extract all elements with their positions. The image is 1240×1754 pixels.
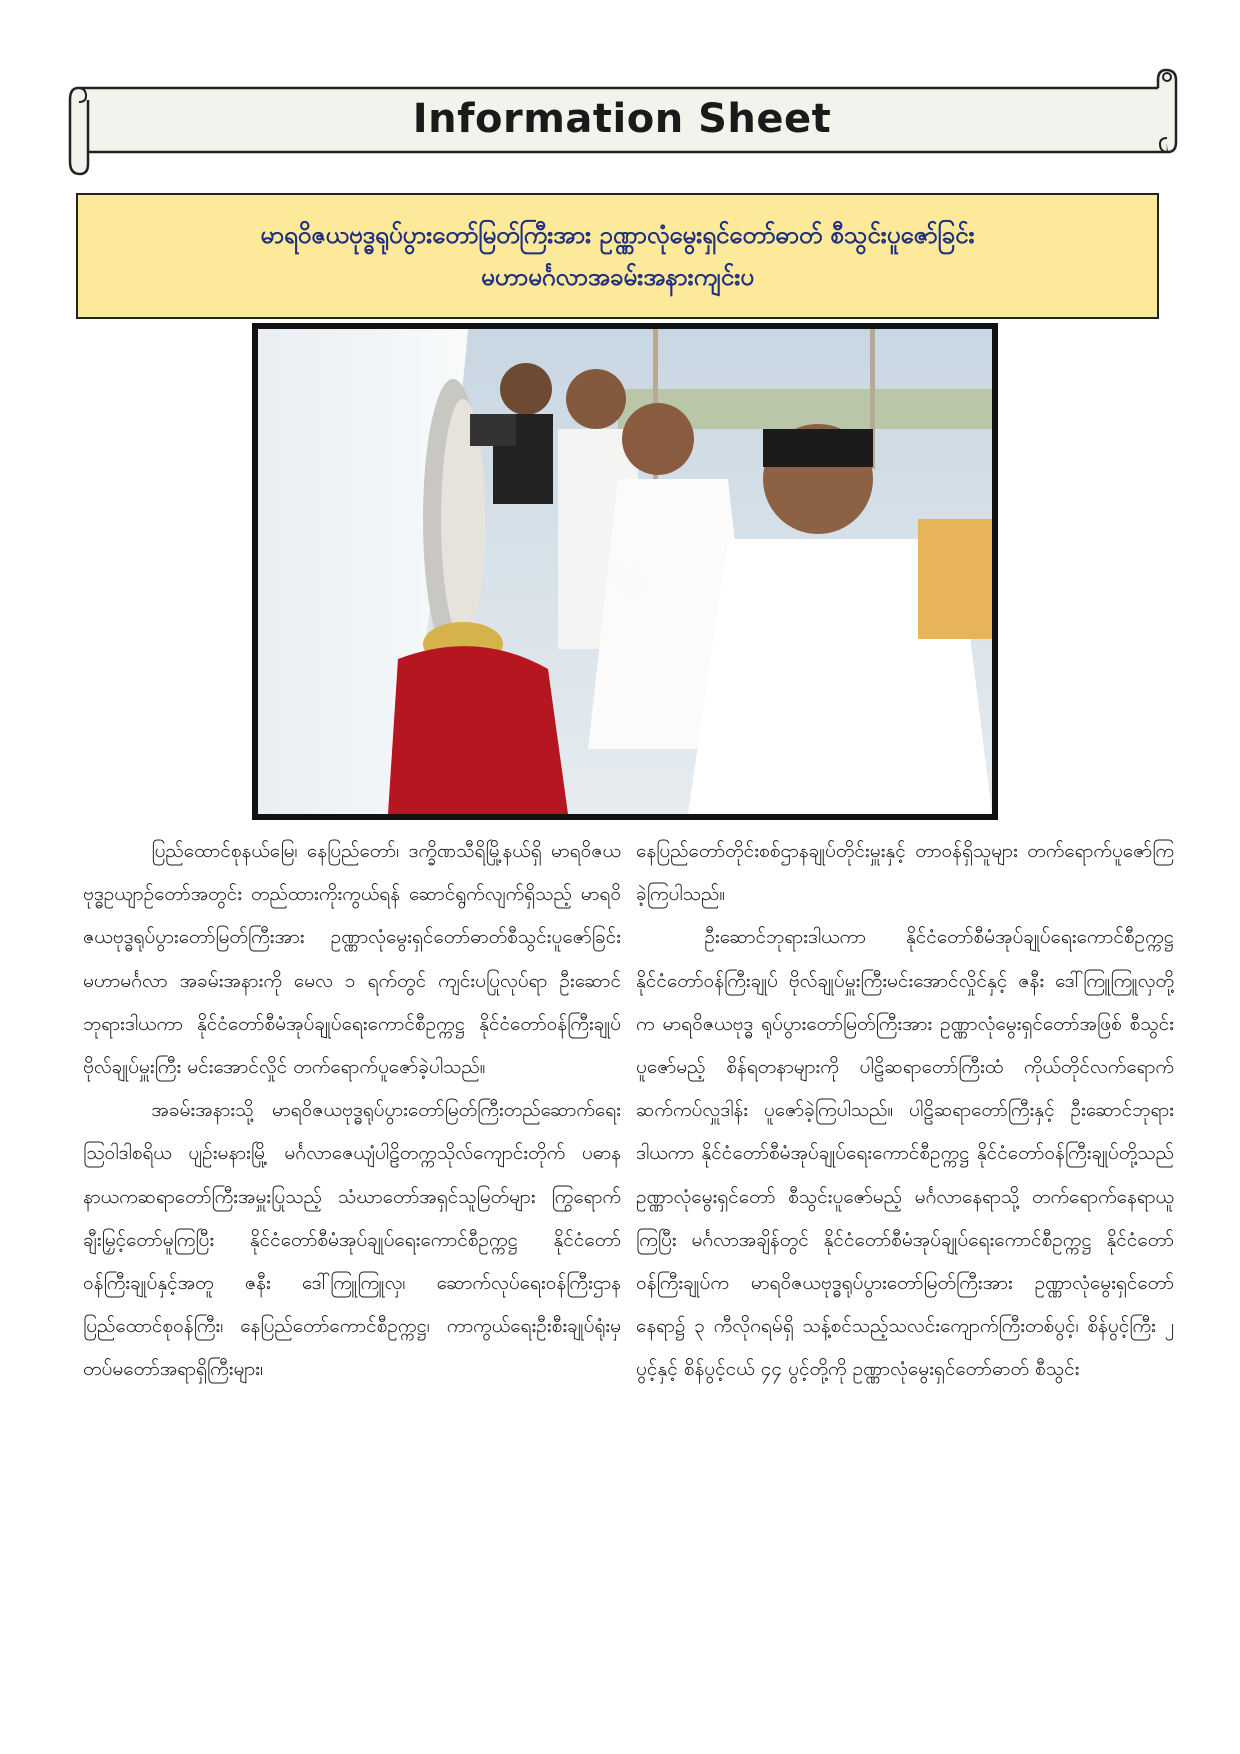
article-column-right xyxy=(636,830,1174,1730)
headline-line-2: မဟာမင်္ဂလာအခမ်းအနားကျင်းပ xyxy=(481,263,754,291)
page-title: Information Sheet xyxy=(412,96,832,142)
ceremony-photo xyxy=(252,323,998,820)
paragraph: ဦးဆောင်ဘုရားဒါယကာ နိုင်ငံတော်စီမံအုပ်ချုပ်ရေးကောင်စီဥက္ကဋ္ဌ နိုင်ငံတော်ဝန်ကြီးချုပ် ဗိုလ်ချုပ်မှူးကြီးမင်းအောင်လှိုင်နှင့် ဇနီး ဒေါ်ကြူကြူလှတို့က မာရဝိဇယဗုဒ္ဓ ရုပ်ပွားတော်မြတ်ကြီးအား ဥဏ္ဏာလုံမွေးရှင်တော်အဖြစ် စီသွင်းပူဇော်မည့် စိန်ရတနာများကို ပါဠိဆရာတော်ကြီးထံ ကိုယ်တိုင်လက်ရောက်ဆက်ကပ်လှူဒါန်း ပူဇော်ခဲ့ကြပါသည်။ ပါဠိဆရာတော်ကြီးနှင့် ဦးဆောင်ဘုရားဒါယကာ နိုင်ငံတော်စီမံအုပ်ချုပ်ရေးကောင်စီဥက္ကဋ္ဌ နိုင်ငံတော်ဝန်ကြီးချုပ်တို့သည် ဥဏ္ဏာလုံမွေးရှင်တော် စီသွင်းပူဇော်မည့် မင်္ဂလာနေရာသို့ တက်ရောက်နေရာယူကြပြီး မင်္ဂလာအချိန်တွင် နိုင်ငံတော်စီမံအုပ်ချုပ်ရေးကောင်စီဥက္ကဋ္ဌ နိုင်ငံတော်ဝန်ကြီးချုပ်က မာရဝိဇယဗုဒ္ဓရုပ်ပွားတော်မြတ်ကြီးအား ဥဏ္ဏာလုံမွေးရှင်တော်နေရာ၌ ၃ ကီလိုဂရမ်ရှိ သန့်စင်သည့်သလင်းကျောက်ကြီးတစ်ပွင့်၊ စိန်ပွင့်ကြီး ၂ ပွင့်နှင့် စိန်ပွင့်ငယ် ၄၄ ပွင့်တို့ကို ဥဏ္ဏာလုံမွေးရှင်တော်ဓာတ် စီသွင်း xyxy=(636,926,1174,1381)
title-banner xyxy=(66,66,1178,178)
ceremony-photo-illustration xyxy=(258,329,992,814)
article-column-left xyxy=(83,830,621,1730)
paragraph: နေပြည်တော်တိုင်းစစ်ဌာနချုပ်တိုင်းမှူးနှင့် တာဝန်ရှိသူများ တက်ရောက်ပူဇော်ကြခဲ့ကြပါသည်။ xyxy=(636,840,1174,906)
headline-line-1: မာရဝိဇယဗုဒ္ဓရုပ်ပွားတော်မြတ်ကြီးအား ဥဏ္ဏာလုံမွေးရှင်တော်ဓာတ် စီသွင်းပူဇော်ခြင်း xyxy=(260,221,975,249)
headline-box xyxy=(76,193,1159,319)
paragraph: ပြည်ထောင်စုနယ်မြေ၊ နေပြည်တော်၊ ဒက္ခိဏသီရိမြို့နယ်ရှိ မာရဝိဇယဗုဒ္ဓဥယျာဉ်တော်အတွင်း တည်ထားကိုးကွယ်ရန် ဆောင်ရွက်လျက်ရှိသည့် မာရဝိဇယဗုဒ္ဓရုပ်ပွားတော်မြတ်ကြီးအား ဥဏ္ဏာလုံမွေးရှင်တော်ဓာတ်စီသွင်းပူဇော်ခြင်း မဟာမင်္ဂလာ အခမ်းအနားကို မေလ ၁ ရက်တွင် ကျင်းပပြုလုပ်ရာ ဦးဆောင်ဘုရားဒါယကာ နိုင်ငံတော်စီမံအုပ်ချုပ်ရေးကောင်စီဥက္ကဋ္ဌ နိုင်ငံတော်ဝန်ကြီးချုပ် ဗိုလ်ချုပ်မှူးကြီး မင်းအောင်လှိုင် တက်ရောက်ပူဇော်ခဲ့ပါသည်။ xyxy=(83,840,621,1079)
paragraph: အခမ်းအနားသို့ မာရဝိဇယဗုဒ္ဓရုပ်ပွားတော်မြတ်ကြီးတည်ဆောက်ရေး ဩဝါဒါစရိယ ပျဉ်းမနားမြို့ မင်္ဂလာဇေယျံပါဠိတက္ကသိုလ်ကျောင်းတိုက် ပဓာနနာယကဆရာတော်ကြီးအမှူးပြုသည့် သံဃာတော်အရှင်သူမြတ်များ ကြွရောက်ချီးမြှင့်တော်မူကြပြီး နိုင်ငံတော်စီမံအုပ်ချုပ်ရေးကောင်စီဥက္ကဋ္ဌ နိုင်ငံတော်ဝန်ကြီးချုပ်နှင့်အတူ ဇနီး ဒေါ်ကြူကြူလှ၊ ဆောက်လုပ်ရေးဝန်ကြီးဌာန ပြည်ထောင်စုဝန်ကြီး၊ နေပြည်တော်ကောင်စီဥက္ကဋ္ဌ၊ ကာကွယ်ရေးဦးစီးချုပ်ရုံးမှ တပ်မတော်အရာရှိကြီးများ၊ xyxy=(83,1099,621,1381)
